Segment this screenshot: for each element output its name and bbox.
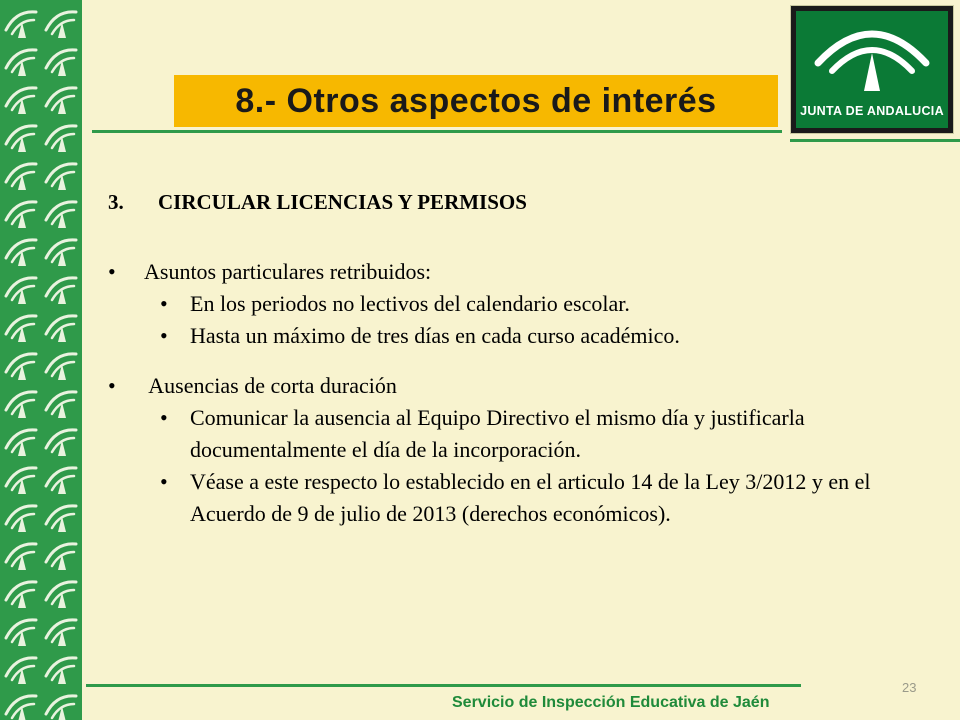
- list-subitem: [108, 288, 948, 320]
- list-subitem-text: En los periodos no lectivos del calendario escolar.: [190, 291, 630, 316]
- bullet: •: [160, 405, 168, 430]
- page-number: 23: [902, 680, 917, 695]
- list-subitem-text: Comunicar la ausencia al Equipo Directivo el mismo día y justificarla documentalmente el día de la incorporación.: [190, 405, 805, 462]
- page-title: 8.- Otros aspectos de interés: [235, 81, 717, 120]
- list-subitem: [108, 466, 948, 530]
- section-number: 3.: [108, 190, 124, 214]
- list-item: [108, 256, 948, 288]
- bullet: •: [160, 291, 168, 316]
- list-item-label: Ausencias de corta duración: [144, 373, 397, 398]
- slide-content: [108, 186, 948, 530]
- list-subitem: [108, 320, 948, 352]
- junta-andalucia-logo: [790, 5, 954, 134]
- logo-text: JUNTA DE ANDALUCIA: [800, 104, 944, 118]
- title-banner: [174, 75, 778, 127]
- leaf-pattern-icon: [0, 0, 82, 720]
- list-item: [108, 370, 948, 402]
- logo-divider: [790, 139, 960, 142]
- title-divider: [92, 130, 782, 133]
- bullet: •: [108, 259, 116, 284]
- bullet: •: [160, 323, 168, 348]
- section-heading-text: CIRCULAR LICENCIAS Y PERMISOS: [158, 190, 527, 214]
- list-subitem-text: Véase a este respecto lo establecido en el articulo 14 de la Ley 3/2012 y en el Acuerdo de 9 de julio de 2013 (derechos económicos).: [190, 469, 881, 526]
- section-heading: [108, 186, 948, 218]
- footer-divider: [86, 684, 801, 687]
- list-subitem: [108, 402, 948, 466]
- footer-text: Servicio de Inspección Educativa de Jaén: [452, 694, 770, 711]
- decorative-side-strip: [0, 0, 82, 720]
- bullet: •: [108, 373, 116, 398]
- list-subitem-text: Hasta un máximo de tres días en cada curso académico.: [190, 323, 680, 348]
- bullet: •: [160, 469, 168, 494]
- list-item-label: Asuntos particulares retribuidos:: [144, 259, 432, 284]
